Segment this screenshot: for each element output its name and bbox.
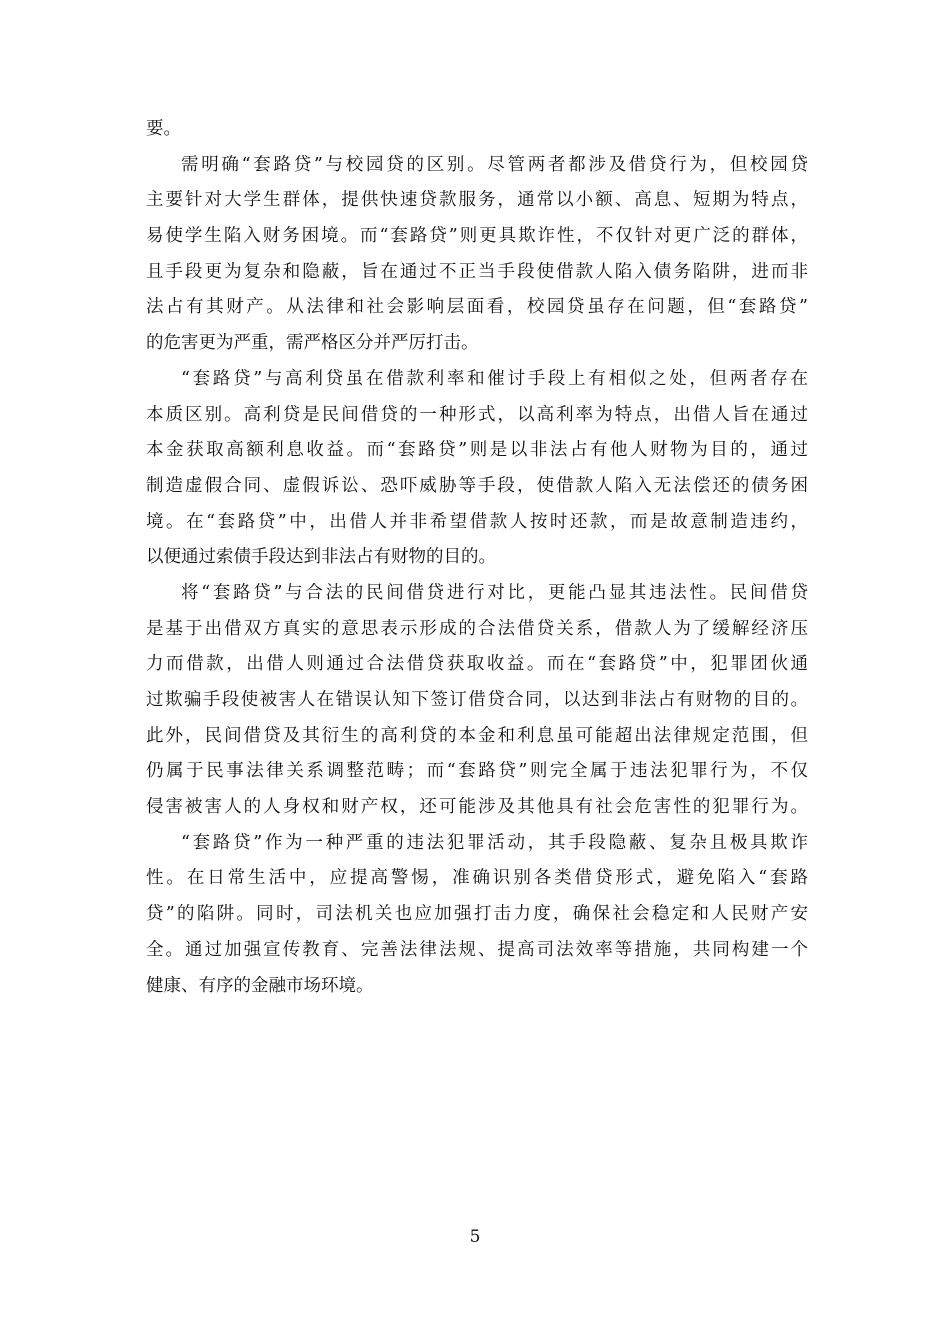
paragraph-line: 需明确“套路贷”与校园贷的区别。尽管两者都涉及借贷行为，但校园贷 (181, 154, 808, 175)
paragraph-line: “套路贷”与高利贷虽在借款利率和催讨手段上有相似之处，但两者存在 (181, 368, 808, 389)
paragraph-line: 本金获取高额利息收益。而“套路贷”则是以非法占有他人财物为目的，通过 (146, 440, 808, 461)
paragraph-line: “套路贷”作为一种严重的违法犯罪活动，其手段隐蔽、复杂且极具欺诈 (181, 832, 808, 853)
paragraph-line: 且手段更为复杂和隐蔽，旨在通过不正当手段使借款人陷入债务陷阱，进而非 (146, 261, 808, 282)
paragraph-line: 本质区别。高利贷是民间借贷的一种形式，以高利率为特点，出借人旨在通过 (146, 404, 808, 425)
paragraph-line: 主要针对大学生群体，提供快速贷款服务，通常以小额、高息、短期为特点， (146, 190, 808, 211)
paragraph-line: 此外，民间借贷及其衍生的高利贷的本金和利息虽可能超出法律规定范围，但 (146, 725, 808, 746)
body-text (146, 112, 808, 1004)
paragraph-line: 法占有其财产。从法律和社会影响层面看，校园贷虽存在问题，但“套路贷” (146, 297, 808, 318)
page-number: 5 (469, 1227, 481, 1247)
paragraph-line: 是基于出借双方真实的意思表示形成的合法借贷关系，借款人为了缓解经济压 (146, 618, 808, 639)
paragraph-line: 境。在“套路贷”中，出借人并非希望借款人按时还款，而是故意制造违约， (146, 511, 808, 532)
paragraph-line: 要。 (146, 119, 181, 139)
paragraph-line: 过欺骗手段使被害人在错误认知下签订借贷合同，以达到非法占有财物的目的。 (146, 690, 808, 710)
paragraph-line: 制造虚假合同、虚假诉讼、恐吓威胁等手段，使借款人陷入无法偿还的债务困 (146, 475, 808, 496)
paragraph-line: 贷”的陷阱。同时，司法机关也应加强打击力度，确保社会稳定和人民财产安 (146, 904, 808, 925)
paragraph-line: 性。在日常生活中，应提高警惕，准确识别各类借贷形式，避免陷入“套路 (146, 868, 808, 889)
paragraph-line: 的危害更为严重，需严格区分并严厉打击。 (146, 333, 479, 354)
paragraph-line: 全。通过加强宣传教育、完善法律法规、提高司法效率等措施，共同构建一个 (146, 939, 808, 960)
paragraph-line: 侵害被害人的人身权和财产权，还可能涉及其他具有社会危害性的犯罪行为。 (146, 797, 808, 818)
paragraph-line: 以便通过索债手段达到非法占有财物的目的。 (146, 547, 496, 568)
paragraph-line: 力而借款，出借人则通过合法借贷获取收益。而在“套路贷”中，犯罪团伙通 (146, 654, 808, 675)
paragraph-line: 健康、有序的金融市场环境。 (146, 975, 374, 996)
paragraph-line: 仍属于民事法律关系调整范畴；而“套路贷”则完全属于违法犯罪行为，不仅 (146, 761, 808, 782)
paragraph-line: 易使学生陷入财务困境。而“套路贷”则更具欺诈性，不仅针对更广泛的群体， (146, 226, 808, 247)
paragraph-line: 将“套路贷”与合法的民间借贷进行对比，更能凸显其违法性。民间借贷 (181, 582, 808, 603)
